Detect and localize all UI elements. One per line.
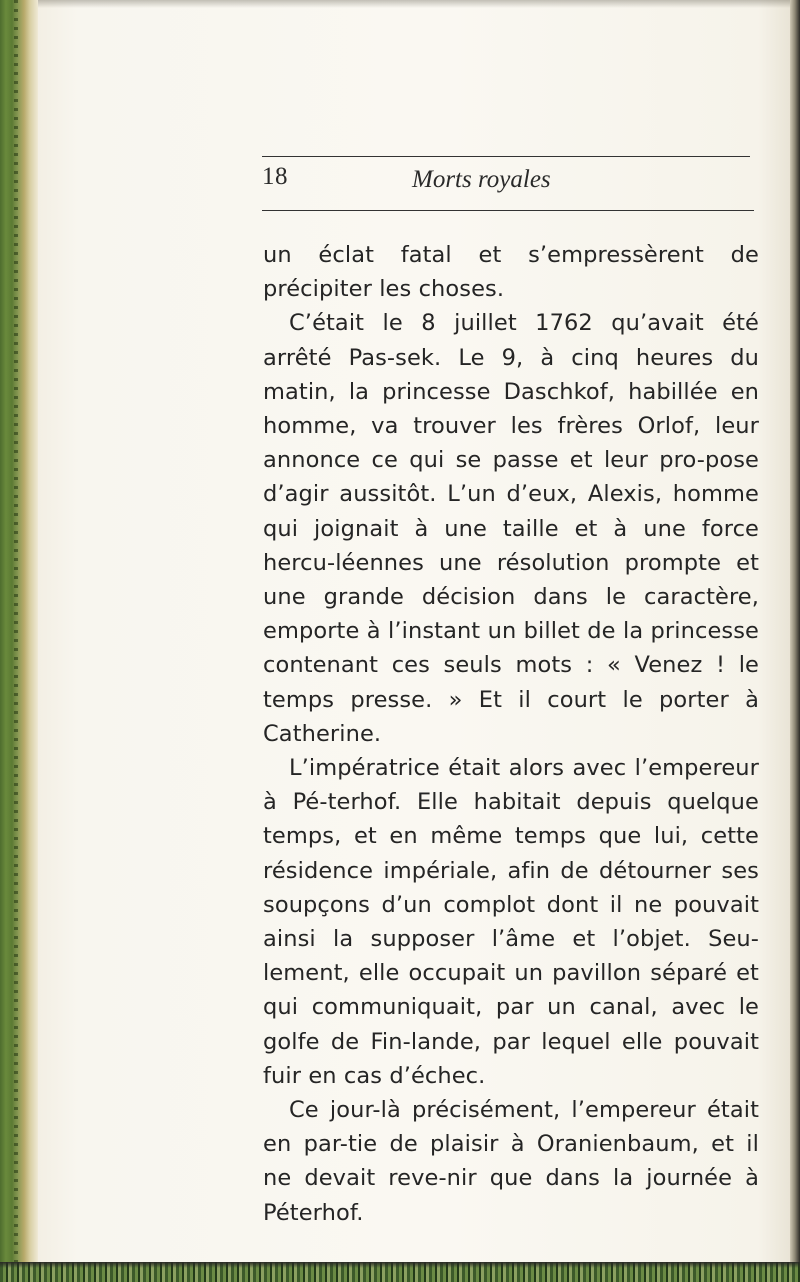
- top-edge-shadow: [38, 0, 790, 8]
- paragraph: L’impératrice était alors avec l’empereur à Pé-terhof. Elle habitait depuis quelque temps, et en même temps que lui, cette résidence impériale, afin de détourner ses soupçons d’un complot dont il ne pouvait ainsi la supposer l’âme et l’objet. Seu-lement, elle occupait un pavillon séparé et qui communiquait, par un canal, avec le golfe de Fin-lande, par lequel elle pouvait fuir en cas d’échec.: [263, 755, 759, 1089]
- header-rule-bottom: [262, 210, 754, 211]
- page-right-edge: [790, 0, 800, 1282]
- book-cover-bottom: [0, 1262, 800, 1282]
- paragraph: un éclat fatal et s’empressèrent de précipiter les choses.: [263, 242, 759, 303]
- running-head: Morts royales: [412, 166, 551, 193]
- book-binding: [0, 0, 38, 1282]
- paragraph: Ce jour-là précisément, l’empereur était en par-tie de plaisir à Oranienbaum, et il ne devait reve-nir que dans la journée à Péterhof.: [263, 1097, 759, 1226]
- page-number: 18: [262, 163, 288, 190]
- paragraph: C’était le 8 juillet 1762 qu’avait été arrêté Pas-sek. Le 9, à cinq heures du matin, la princesse Daschkof, habillée en homme, va trouver les frères Orlof, leur annonce ce qui se passe et leur pro-pose d’agir aussitôt. L’un d’eux, Alexis, homme qui joignait à une taille et à une force hercu-léennes une résolution prompte et une grande décision dans le caractère, emporte à l’instant un billet de la princesse contenant ces seuls mots : « Venez ! le temps presse. » Et il court le porter à Catherine.: [263, 310, 759, 747]
- body-text: [263, 238, 759, 1230]
- header-rule-top: [262, 156, 750, 157]
